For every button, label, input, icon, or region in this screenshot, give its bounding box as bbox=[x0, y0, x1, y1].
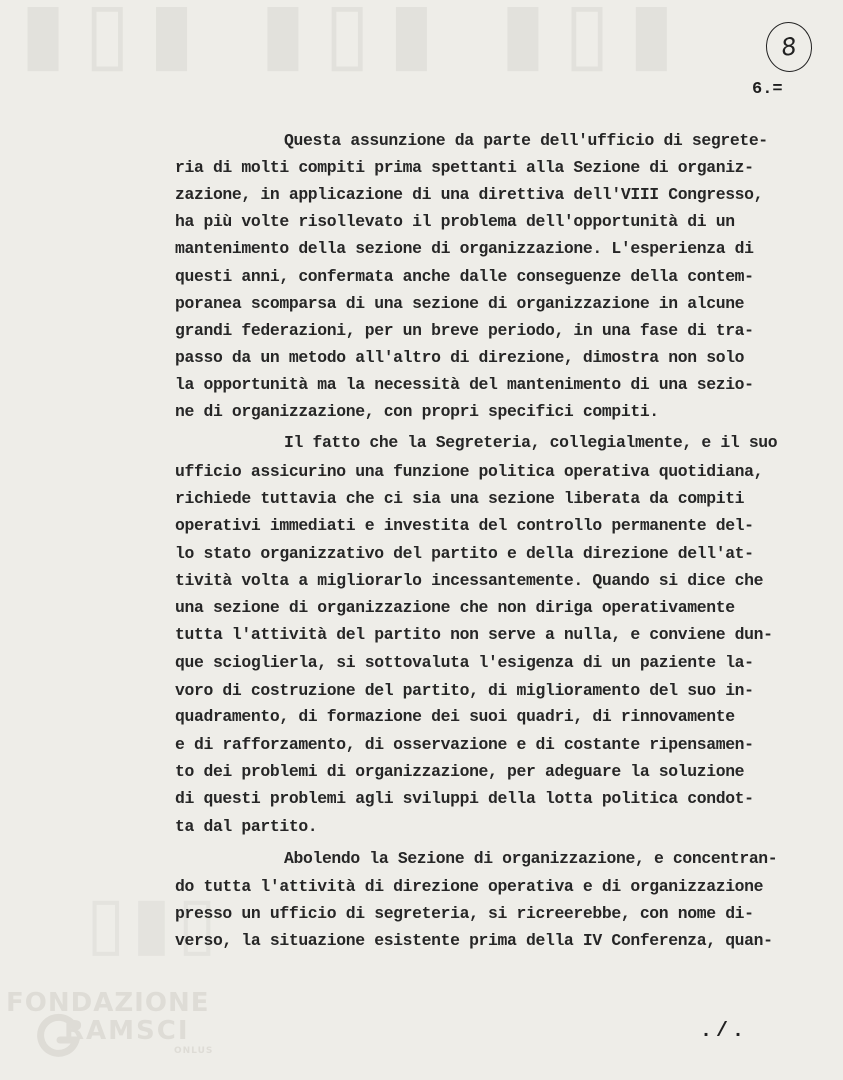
text-line: ria di molti compiti prima spettanti alla Sezione di organiz- bbox=[175, 158, 754, 177]
watermark-line1: FONDAZIONE bbox=[6, 988, 210, 1018]
text-line: e di rafforzamento, di osservazione e di costante ripensamen- bbox=[175, 735, 754, 754]
text-line: presso un ufficio di segreteria, si ricreerebbe, con nome di- bbox=[175, 904, 754, 923]
text-line: grandi federazioni, per un breve periodo, in una fase di tra- bbox=[175, 321, 754, 340]
text-line: ufficio assicurino una funzione politica operativa quotidiana, bbox=[175, 462, 764, 481]
text-line: operativi immediati e investita del controllo permanente del- bbox=[175, 516, 754, 535]
page-number: 6.= bbox=[752, 80, 783, 99]
text-line: ne di organizzazione, con propri specifici compiti. bbox=[175, 402, 659, 421]
text-line: que scioglierla, si sottovaluta l'esigenza di un paziente la- bbox=[175, 653, 754, 672]
text-line: mantenimento della sezione di organizzazione. L'esperienza di bbox=[175, 239, 754, 258]
text-line: voro di costruzione del partito, di miglioramento del suo in- bbox=[175, 681, 754, 700]
text-line: lo stato organizzativo del partito e della direzione dell'at- bbox=[175, 544, 754, 563]
text-line: Abolendo la Sezione di organizzazione, e concentran- bbox=[284, 849, 778, 868]
text-line: ta dal partito. bbox=[175, 817, 318, 836]
bleed-through-shadow: ▮▯▮ ▮▯▮ ▮▯▮ bbox=[20, 0, 693, 81]
watermark-sub: ONLUS bbox=[174, 1046, 214, 1056]
text-line: questi anni, confermata anche dalle conseguenze della contem- bbox=[175, 267, 754, 286]
text-line: di questi problemi agli sviluppi della lotta politica condot- bbox=[175, 789, 754, 808]
text-line: la opportunità ma la necessità del mantenimento di una sezio- bbox=[175, 375, 754, 394]
foundation-watermark bbox=[6, 988, 236, 1068]
text-line: tutta l'attività del partito non serve a nulla, e conviene dun- bbox=[175, 625, 773, 644]
text-line: quadramento, di formazione dei suoi quadri, di rinnovamente bbox=[175, 707, 735, 726]
text-line: tività volta a migliorarlo incessantemente. Quando si dice che bbox=[175, 571, 764, 590]
text-line: verso, la situazione esistente prima della IV Conferenza, quan- bbox=[175, 931, 773, 950]
text-line: do tutta l'attività di direzione operativa e di organizzazione bbox=[175, 877, 764, 896]
text-line: zazione, in applicazione di una direttiva dell'VIII Congresso, bbox=[175, 185, 764, 204]
text-line: una sezione di organizzazione che non diriga operativamente bbox=[175, 598, 735, 617]
text-line: passo da un metodo all'altro di direzione, dimostra non solo bbox=[175, 348, 745, 367]
watermark-line2: RAMSCI bbox=[64, 1016, 190, 1046]
text-line: to dei problemi di organizzazione, per adeguare la soluzione bbox=[175, 762, 745, 781]
text-line: Questa assunzione da parte dell'ufficio di segrete- bbox=[284, 131, 768, 150]
archive-number-stamp bbox=[763, 19, 816, 75]
archive-number: 8 bbox=[779, 32, 799, 62]
continuation-mark: ./. bbox=[700, 1020, 749, 1043]
text-line: richiede tuttavia che ci sia una sezione liberata da compiti bbox=[175, 489, 745, 508]
text-line: ha più volte risollevato il problema dell'opportunità di un bbox=[175, 212, 735, 231]
text-line: Il fatto che la Segreteria, collegialmente, e il suo bbox=[284, 433, 778, 452]
text-line: poranea scomparsa di una sezione di organizzazione in alcune bbox=[175, 294, 745, 313]
bleed-through-shadow-lower: ▯▮▯ bbox=[86, 880, 223, 964]
